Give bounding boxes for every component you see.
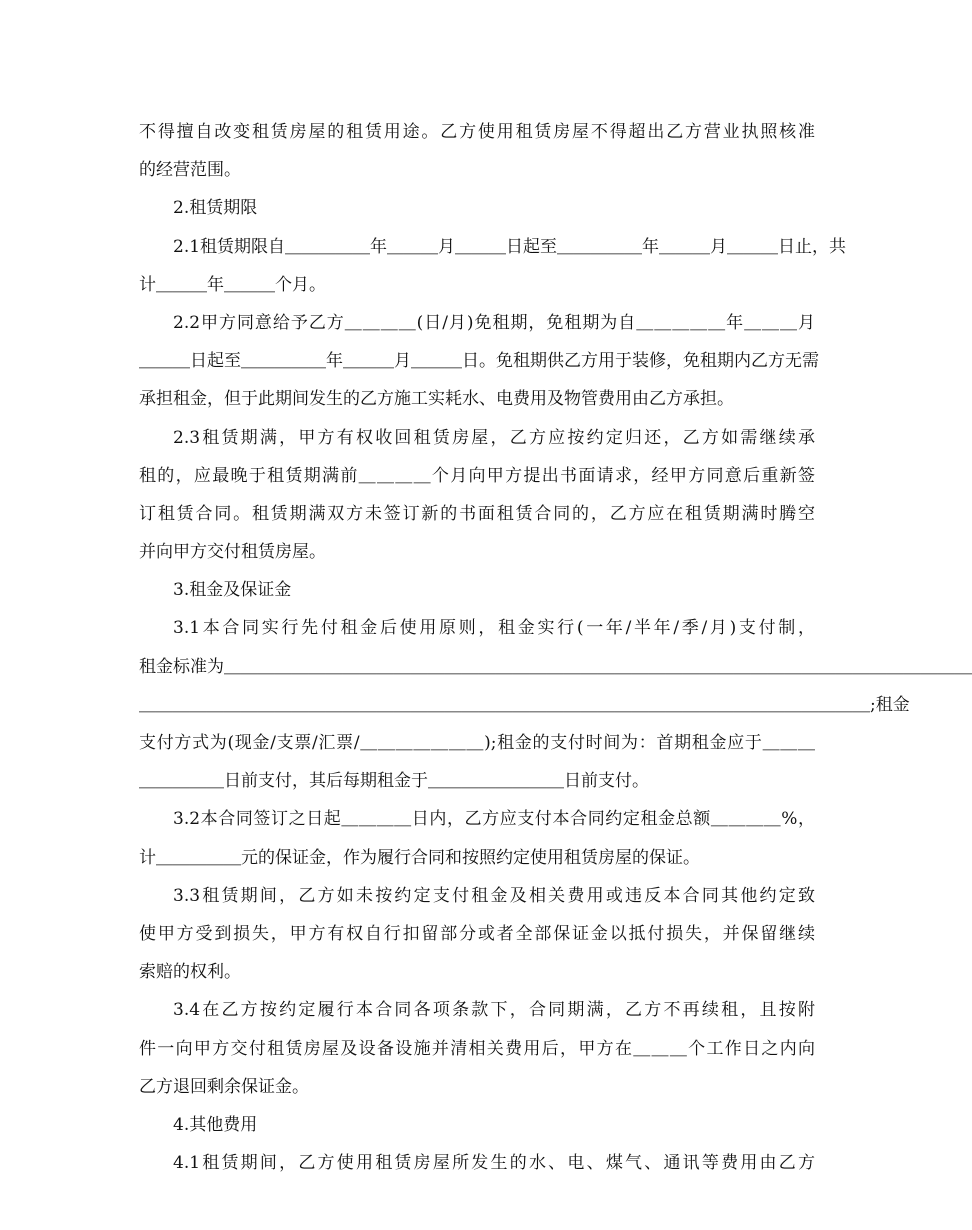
text-line: 租金标准为＿＿＿＿＿＿＿＿＿＿＿＿＿＿＿＿＿＿＿＿＿＿＿＿＿＿＿＿＿＿＿＿＿＿＿＿＿＿＿＿＿＿＿＿ (139, 656, 972, 677)
text-line: 2.1租赁期限自＿＿＿＿＿年＿＿＿月＿＿＿日起至＿＿＿＿＿年＿＿＿月＿＿＿日止，共 (173, 236, 847, 257)
text-line: ＿＿＿日起至＿＿＿＿＿年＿＿＿月＿＿＿日。免租期供乙方用于装修，免租期内乙方无需 (139, 351, 819, 372)
text-line: 并向甲方交付租赁房屋。 (139, 542, 326, 563)
text-line: 租的，应最晚于租赁期满前＿＿＿＿个月向甲方提出书面请求，经甲方同意后重新签 (139, 465, 815, 486)
text-line: 2.2甲方同意给予乙方＿＿＿＿(日/月)免租期，免租期为自＿＿＿＿＿年＿＿＿月 (173, 312, 815, 333)
text-line: 件一向甲方交付租赁房屋及设备设施并清相关费用后，甲方在＿＿＿个工作日之内向 (139, 1038, 815, 1059)
text-line: 4.其他费用 (173, 1114, 258, 1135)
text-line: 使甲方受到损失，甲方有权自行扣留部分或者全部保证金以抵付损失，并保留继续 (139, 923, 815, 944)
text-line: 3.租金及保证金 (173, 580, 292, 601)
text-line: 3.3租赁期间，乙方如未按约定支付租金及相关费用或违反本合同其他约定致 (173, 885, 815, 906)
text-line: 4.1租赁期间，乙方使用租赁房屋所发生的水、电、煤气、通讯等费用由乙方 (173, 1153, 815, 1174)
text-line: ＿＿＿＿＿日前支付，其后每期租金于＿＿＿＿＿＿＿＿日前支付。 (139, 771, 649, 792)
document-body (139, 113, 972, 1182)
text-line: 订租赁合同。租赁期满双方未签订新的书面租赁合同的，乙方应在租赁期满时腾空 (139, 503, 815, 524)
text-line: 3.1本合同实行先付租金后使用原则，租金实行(一年/半年/季/月)支付制， (173, 618, 815, 639)
text-line: 承担租金，但于此期间发生的乙方施工实耗水、电费用及物管费用由乙方承担。 (139, 389, 734, 410)
text-line: 2.租赁期限 (173, 198, 258, 219)
text-line: 3.2本合同签订之日起＿＿＿＿日内，乙方应支付本合同约定租金总额＿＿＿＿%， (173, 809, 815, 830)
text-line: 计＿＿＿年＿＿＿个月。 (139, 274, 326, 295)
text-line: 索赔的权利。 (139, 962, 241, 983)
text-line: 2.3租赁期满，甲方有权收回租赁房屋，乙方应按约定归还，乙方如需继续承 (173, 427, 815, 448)
text-line: 不得擅自改变租赁房屋的租赁用途。乙方使用租赁房屋不得超出乙方营业执照核准 (139, 122, 815, 142)
text-line: 计＿＿＿＿＿元的保证金，作为履行合同和按照约定使用租赁房屋的保证。 (139, 847, 700, 868)
text-line: 乙方退回剩余保证金。 (139, 1076, 309, 1097)
text-line: 3.4在乙方按约定履行本合同各项条款下，合同期满，乙方不再续租，且按附 (173, 1000, 815, 1021)
text-line: 的经营范围。 (139, 160, 241, 181)
text-line: 支付方式为(现金/支票/汇票/＿＿＿＿＿＿＿);租金的支付时间为：首期租金应于＿＿＿ (139, 733, 815, 753)
text-line: ＿＿＿＿＿＿＿＿＿＿＿＿＿＿＿＿＿＿＿＿＿＿＿＿＿＿＿＿＿＿＿＿＿＿＿＿＿＿＿＿＿＿＿;租金 (139, 694, 910, 715)
